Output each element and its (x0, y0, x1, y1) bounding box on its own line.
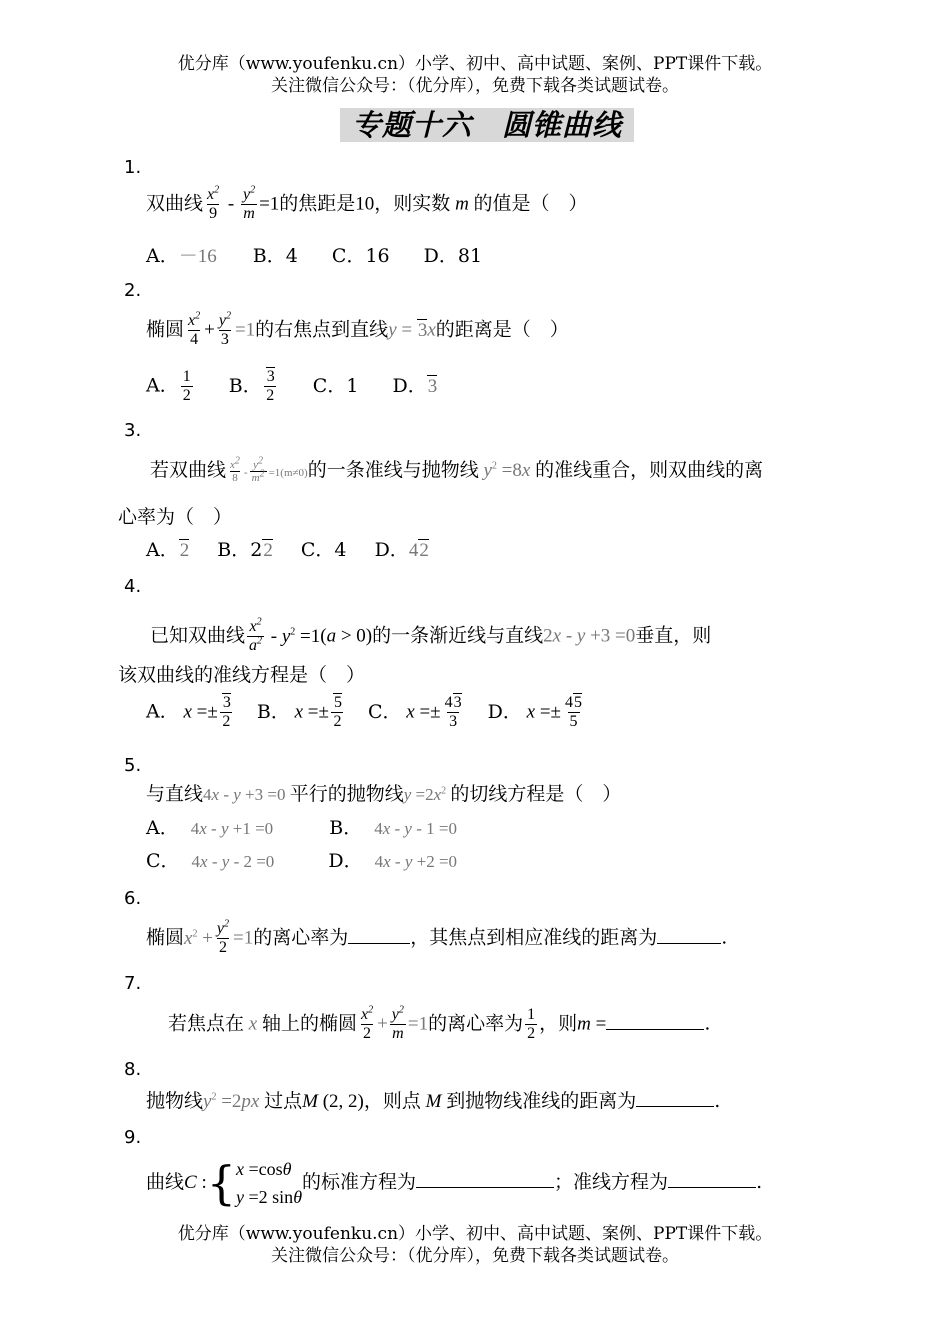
answer-blank[interactable] (636, 1088, 714, 1107)
option-c[interactable]: C．4 (300, 539, 347, 561)
question-number: 3. (124, 420, 142, 441)
option-a[interactable]: A． (146, 245, 179, 267)
question-number: 7. (124, 973, 142, 994)
option-c[interactable]: C． (146, 850, 180, 872)
option-d[interactable]: D． (328, 850, 363, 872)
question-9-stem: 曲线C :{ x =cosθ y =2 sinθ 的标准方程为 ；准线方程为 . (146, 1156, 763, 1210)
question-number: 6. (124, 888, 142, 909)
option-a[interactable]: A． (146, 374, 179, 397)
header-line-1: 优分库（www.youfenku.cn）小学、初中、高中试题、案例、PPT课件下载。 (177, 54, 773, 74)
footer-line-1: 优分库（www.youfenku.cn）小学、初中、高中试题、案例、PPT课件下载。 (177, 1224, 773, 1244)
option-b[interactable]: B． (256, 700, 290, 723)
header-line-2: 关注微信公众号：（优分库），免费下载各类试题试卷。 (271, 76, 679, 96)
answer-blank[interactable] (668, 1169, 756, 1188)
option-b[interactable]: B．4 (252, 245, 298, 267)
option-c[interactable]: C．1 (312, 374, 359, 397)
question-number: 5. (124, 755, 142, 776)
question-4-stem: 已知双曲线 $\frac{x^2}{a^2}$ - $y^2 =1(a > 0)$的一条渐近线与直线2x - y +3 =0垂直，则 (150, 616, 712, 654)
page-title: 专题十六 圆锥曲线 (340, 108, 634, 142)
option-b[interactable]: B． (329, 817, 363, 839)
question-5-options-row-1: A． 4x - y +1 =0 B． 4x - y - 1 =0 (146, 817, 457, 839)
question-1-stem: 双曲线 $\frac{x^2}{9}$ - $\frac{y^2}{m}$ =1的焦距是10，则实数 m 的值是（ ） (146, 184, 588, 222)
question-1-options: A．－16 B．4 C．16 D．81 (146, 245, 483, 267)
question-8-stem: 抛物线$y^2 =2px$ 过点M (2, 2)，则点 M 到抛物线准线的距离为 . (146, 1090, 721, 1112)
question-3-stem: 若双曲线 $\frac{x^2}{8}$ - $\frac{y^2}{m^2}$ =1(m≠0)的一条准线与抛物线 $y^2 =8x$ 的准线重合，则双曲线的离 (150, 454, 764, 484)
option-a[interactable]: A． (146, 700, 179, 723)
option-c[interactable]: C．16 (331, 245, 390, 267)
question-number: 2. (124, 280, 142, 301)
option-d[interactable]: D．81 (423, 245, 483, 267)
option-d[interactable]: D． (487, 700, 522, 723)
question-number: 8. (124, 1059, 142, 1080)
question-number: 9. (124, 1127, 142, 1148)
question-number: 4. (124, 576, 142, 597)
option-b[interactable]: B．2 (217, 539, 263, 561)
answer-blank[interactable] (606, 1011, 704, 1030)
question-2-stem: 椭圆 $\frac{x^2}{4}$ + $\frac{y^2}{3}$ =1的右焦点到直线y = 3x的距离是（ ） (146, 310, 569, 348)
question-3-stem-line-2: 心率为（ ） (118, 506, 233, 528)
option-a[interactable]: A． (146, 539, 179, 561)
question-2-options: A． $\frac{1}{2}$ B． $\frac{3}{2}$ C．1 D．3 (146, 368, 438, 404)
question-5-options-row-2: C． 4x - y - 2 =0 D． 4x - y +2 =0 (146, 850, 458, 872)
answer-blank[interactable] (348, 925, 410, 944)
option-c[interactable]: C． (367, 700, 402, 723)
option-a[interactable]: A． (146, 817, 179, 839)
question-number: 1. (124, 157, 142, 178)
left-brace: { (206, 1156, 237, 1210)
question-4-stem-line-2: 该双曲线的准线方程是（ ） (118, 664, 366, 686)
question-7-stem: 若焦点在 x 轴上的椭圆 $\frac{x^2}{2}$ + $\frac{y^2}{m}$ =1的离心率为 $\frac{1}{2}$ ，则m = . (168, 1004, 711, 1042)
option-b[interactable]: B． (228, 374, 262, 397)
question-5-stem: 与直线4x - y +3 =0 平行的抛物线$y =2x^2$ 的切线方程是（ ） (146, 783, 622, 805)
answer-blank[interactable] (416, 1169, 554, 1188)
question-3-options: A．2 B．22 C．4 D．42 (146, 539, 429, 561)
option-d[interactable]: D． (392, 374, 427, 397)
question-6-stem: 椭圆$x^2$ + $\frac{y^2}{2}$ =1的离心率为 ，其焦点到相应准线的距离为 . (146, 918, 728, 956)
answer-blank[interactable] (657, 925, 721, 944)
option-d[interactable]: D． (374, 539, 409, 561)
footer-line-2: 关注微信公众号：（优分库），免费下载各类试题试卷。 (271, 1246, 679, 1266)
question-4-options: A． x =± $\frac{3}{2}$ B． x =± $\frac{5}{2}$ C． x =± $\frac{43}{3}$ D． x =± $\frac{45}{5}$ (146, 694, 582, 730)
